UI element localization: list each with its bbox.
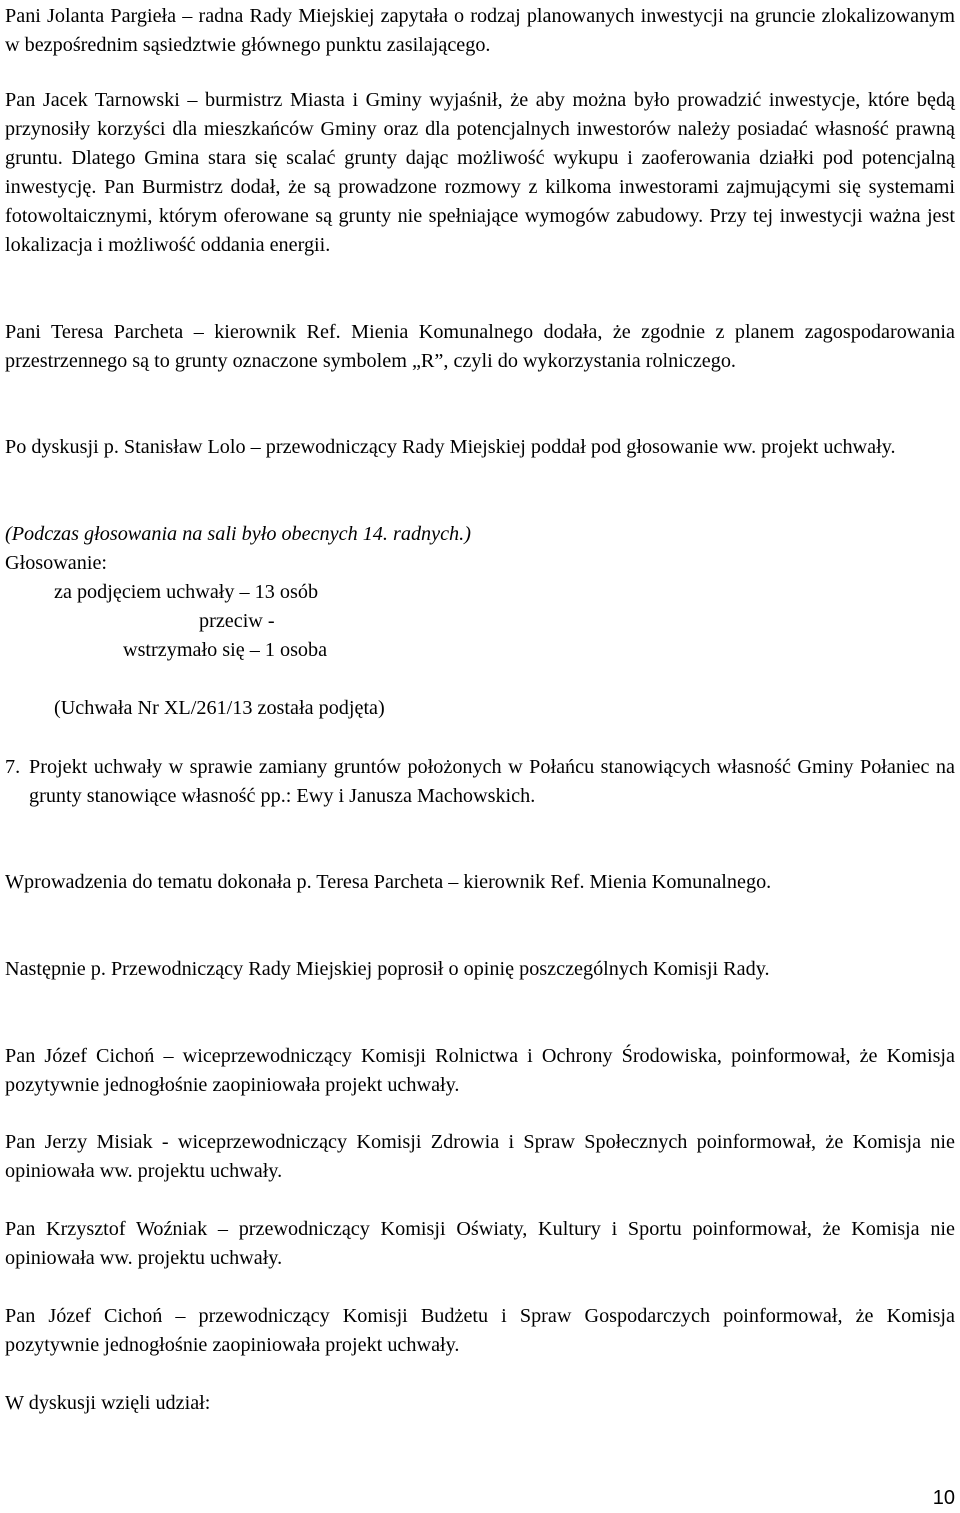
- agenda-item-text: Projekt uchwały w sprawie zamiany gruntów położonych w Połańcu stanowiących własność Gminy Połaniec na grunty stanowiące własność pp.: Ewy i Janusza Machowskich.: [29, 756, 955, 807]
- paragraph-wozniak-education: Pan Krzysztof Woźniak – przewodniczący Komisji Oświaty, Kultury i Sportu poinformował, że Komisja nie opiniowała ww. projektu uchwały.: [5, 1218, 955, 1269]
- paragraph-parcheta-addition: Pani Teresa Parcheta – kierownik Ref. Mienia Komunalnego dodała, że zgodnie z planem zagospodarowania przestrzennego są to grunty oznaczone symbolem „R”, czyli do wykorzystania rolniczego.: [5, 321, 955, 372]
- vote-against: przeciw -: [199, 610, 275, 632]
- agenda-item-number: 7.: [5, 756, 21, 778]
- paragraph-pargiela-question: Pani Jolanta Pargieła – radna Rady Miejskiej zapytała o rodzaj planowanych inwestycji na gruncie zlokalizowanym w bezpośrednim sąsiedztwie głównego punktu zasilającego.: [5, 5, 955, 56]
- page-number: 10: [932, 1487, 955, 1509]
- paragraph-misiak-health: Pan Jerzy Misiak - wiceprzewodniczący Komisji Zdrowia i Spraw Społecznych poinformował, że Komisja nie opiniowała ww. projektu uchwały.: [5, 1131, 955, 1182]
- resolution-note: (Uchwała Nr XL/261/13 została podjęta): [54, 697, 385, 719]
- vote-for: za podjęciem uchwały – 13 osób: [54, 581, 319, 603]
- paragraph-introduction: Wprowadzenia do tematu dokonała p. Teresa Parcheta – kierownik Ref. Mienia Komunalnego.: [5, 871, 772, 893]
- paragraph-cichon-agriculture: Pan Józef Cichoń – wiceprzewodniczący Komisji Rolnictwa i Ochrony Środowiska, poinformował, że Komisja pozytywnie jednogłośnie zaopiniowała projekt uchwały.: [5, 1045, 955, 1096]
- paragraph-voting-intro: Po dyskusji p. Stanisław Lolo – przewodniczący Rady Miejskiej poddał pod głosowanie ww. projekt uchwały.: [5, 436, 896, 458]
- paragraph-chairman-request: Następnie p. Przewodniczący Rady Miejskiej poprosił o opinię poszczególnych Komisji Rady.: [5, 958, 770, 980]
- voting-label: Głosowanie:: [5, 552, 108, 574]
- agenda-item-7: [5, 753, 955, 811]
- paragraph-tarnowski-explanation: Pan Jacek Tarnowski – burmistrz Miasta i Gminy wyjaśnił, że aby można było prowadzić inwestycje, które będą przynosiły korzyści dla mieszkańców Gminy oraz dla potencjalnych inwestorów należy posiadać własność prawną gruntu. Dlatego Gmina stara się scalać grunty dając możliwość wykupu i zaoferowania działki pod potencjalną inwestycję. Pan Burmistrz dodał, że są prowadzone rozmowy z kilkoma inwestorami zajmującymi się systemami fotowoltaicznymi, którym oferowane są grunty nie spełniające wymogów zabudowy. Przy tej inwestycji ważna jest lokalizacja i możliwość oddania energii.: [5, 89, 955, 256]
- paragraph-cichon-budget: Pan Józef Cichoń – przewodniczący Komisji Budżetu i Spraw Gospodarczych poinformował, że Komisja pozytywnie jednogłośnie zaopiniowała projekt uchwały.: [5, 1305, 955, 1356]
- vote-abstain: wstrzymało się – 1 osoba: [123, 639, 328, 661]
- paragraph-attendance-note: (Podczas głosowania na sali było obecnych 14. radnych.): [5, 523, 471, 545]
- paragraph-discussion-participants: W dyskusji wzięli udział:: [5, 1392, 211, 1414]
